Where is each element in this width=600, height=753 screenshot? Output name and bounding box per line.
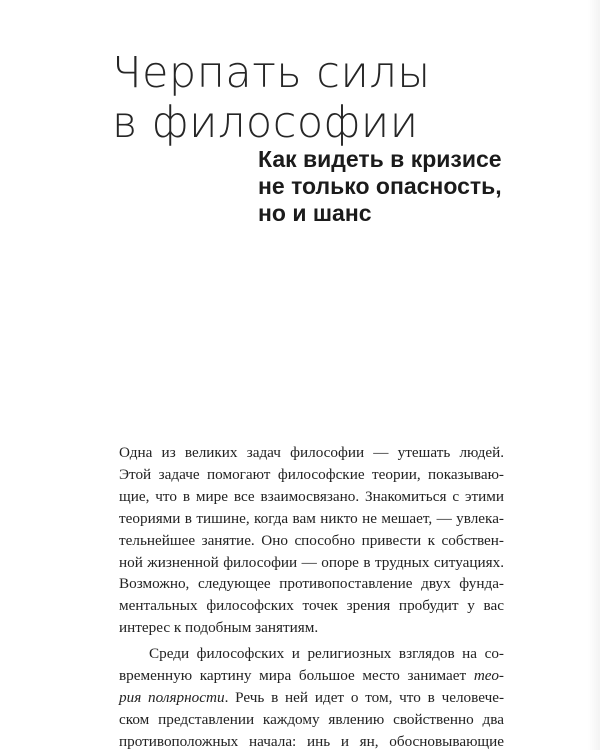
italic-term: рия полярности	[119, 688, 225, 706]
text-line: теориями в тишине, когда вам никто не мешает, — увлека-	[119, 509, 504, 527]
text-line: интерес к подобным занятиям.	[119, 619, 319, 637]
subtitle-line: но и шанс	[258, 200, 372, 226]
text-segment: временную картину мира большое место занимает	[119, 667, 474, 685]
text-line: Одна из великих задач философии — утешать людей.	[119, 444, 504, 461]
text-line: противоположных начала: инь и ян, обосновывающие	[119, 732, 504, 750]
text-line: ной жизненной философии — опоре в трудных ситуациях.	[119, 553, 504, 571]
subtitle-line: Как видеть в кризисе	[258, 146, 502, 172]
body-text	[119, 442, 504, 753]
text-line: Среди философских и религиозных взглядов на со-	[149, 645, 504, 663]
text-line: ском представлении каждому явлению свойственно два	[119, 710, 504, 728]
paragraph-2	[119, 643, 504, 753]
italic-term: тео-	[473, 667, 504, 685]
text-line: ментальных философских точек зрения пробудит у вас	[119, 597, 504, 615]
text-line: щие, что в мире все взаимосвязано. Знакомиться с этими	[119, 487, 504, 505]
chapter-subtitle	[258, 146, 558, 227]
text-line: тельнейшее занятие. Оно способно привести к собствен-	[119, 531, 504, 549]
page-edge-shadow	[588, 0, 600, 750]
text-line	[119, 665, 504, 687]
chapter-title	[112, 48, 532, 148]
text-line: Возможно, следующее противопоставление двух фунда-	[119, 575, 504, 593]
chapter-title-line: в философии	[112, 98, 419, 148]
chapter-title-line: Черпать силы	[112, 48, 431, 98]
text-line: Этой задаче помогают философские теории, показываю-	[119, 465, 504, 483]
text-segment: . Речь в ней идет о том, что в человече-	[224, 688, 505, 706]
text-line	[119, 687, 504, 709]
paragraph-1	[119, 442, 504, 639]
subtitle-line: не только опасность,	[258, 173, 502, 199]
